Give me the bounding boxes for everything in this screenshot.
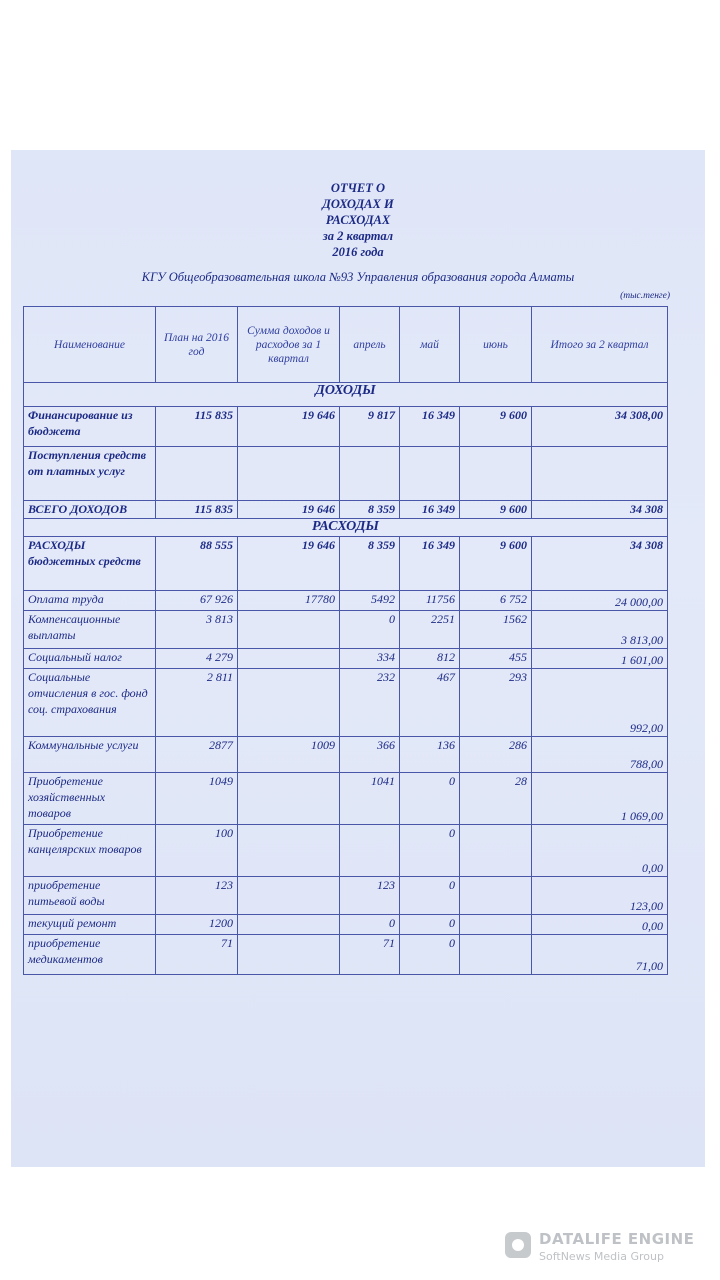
cell-may: 812 (400, 649, 460, 669)
cell-may: 0 (400, 935, 460, 975)
row-name: приобретение питьевой воды (24, 877, 156, 915)
table-row (24, 407, 668, 447)
cell-june: 9 600 (460, 407, 532, 447)
row-name: Приобретение канцелярских товаров (24, 825, 156, 877)
title-line: ОТЧЕТ О (330, 181, 386, 195)
row-name: РАСХОДЫ бюджетных средств (24, 537, 156, 591)
cell-q1 (238, 669, 340, 737)
cell-april: 8 359 (340, 537, 400, 591)
cell-plan: 123 (156, 877, 238, 915)
watermark-title: DATALIFE ENGINE (539, 1230, 695, 1248)
cell-june: 9 600 (460, 501, 532, 519)
cell-may: 16 349 (400, 501, 460, 519)
cell-may: 0 (400, 773, 460, 825)
header-june: июнь (460, 307, 532, 383)
cell-april (340, 447, 400, 501)
cell-plan: 100 (156, 825, 238, 877)
cell-may: 0 (400, 915, 460, 935)
cell-q1 (238, 773, 340, 825)
cell-june: 28 (460, 773, 532, 825)
section-row (24, 519, 668, 537)
units-label: (тыс.тенге) (620, 291, 670, 301)
cell-plan: 115 835 (156, 407, 238, 447)
report-title (11, 180, 705, 260)
row-name: текущий ремонт (24, 915, 156, 935)
table-row (24, 737, 668, 773)
header-april: апрель (340, 307, 400, 383)
table-row (24, 649, 668, 669)
cell-may: 11756 (400, 591, 460, 611)
row-name: Оплата труда (24, 591, 156, 611)
cell-may (400, 447, 460, 501)
section-row (24, 383, 668, 407)
cell-plan: 2877 (156, 737, 238, 773)
dle-logo-icon (505, 1232, 531, 1258)
watermark (505, 1228, 705, 1268)
table-row (24, 537, 668, 591)
cell-may: 0 (400, 877, 460, 915)
cell-may: 16 349 (400, 537, 460, 591)
table-row (24, 447, 668, 501)
header-row (24, 307, 668, 383)
cell-april: 0 (340, 611, 400, 649)
row-name: Коммунальные услуги (24, 737, 156, 773)
cell-q1: 19 646 (238, 501, 340, 519)
header-name: Наименование (24, 307, 156, 383)
table-row (24, 591, 668, 611)
title-line: за 2 квартал (322, 229, 394, 243)
cell-june (460, 877, 532, 915)
cell-plan: 67 926 (156, 591, 238, 611)
cell-q1: 19 646 (238, 537, 340, 591)
cell-q1 (238, 825, 340, 877)
cell-q1 (238, 915, 340, 935)
cell-total: 788,00 (532, 737, 668, 773)
scanned-document (11, 150, 705, 1167)
cell-total: 24 000,00 (532, 591, 668, 611)
cell-total (532, 447, 668, 501)
cell-april: 5492 (340, 591, 400, 611)
cell-total: 0,00 (532, 915, 668, 935)
cell-q1 (238, 611, 340, 649)
cell-total: 992,00 (532, 669, 668, 737)
cell-april: 123 (340, 877, 400, 915)
row-name: Социальные отчисления в гос. фонд соц. страхования (24, 669, 156, 737)
cell-q1 (238, 877, 340, 915)
watermark-subtitle: SoftNews Media Group (539, 1250, 664, 1263)
row-name: ВСЕГО ДОХОДОВ (24, 501, 156, 519)
cell-april: 366 (340, 737, 400, 773)
row-name: Финансирование из бюджета (24, 407, 156, 447)
cell-total: 3 813,00 (532, 611, 668, 649)
cell-q1 (238, 649, 340, 669)
table-row (24, 877, 668, 915)
cell-total: 34 308,00 (532, 407, 668, 447)
cell-may: 0 (400, 825, 460, 877)
cell-april: 334 (340, 649, 400, 669)
cell-q1: 19 646 (238, 407, 340, 447)
cell-june: 6 752 (460, 591, 532, 611)
cell-plan: 71 (156, 935, 238, 975)
cell-april: 0 (340, 915, 400, 935)
cell-may: 2251 (400, 611, 460, 649)
cell-plan: 1049 (156, 773, 238, 825)
title-line: ДОХОДАХ И (322, 197, 394, 211)
cell-june: 293 (460, 669, 532, 737)
cell-plan (156, 447, 238, 501)
cell-plan: 115 835 (156, 501, 238, 519)
cell-april: 232 (340, 669, 400, 737)
cell-total: 1 601,00 (532, 649, 668, 669)
cell-plan: 88 555 (156, 537, 238, 591)
header-q2-total: Итого за 2 квартал (532, 307, 668, 383)
cell-total: 0,00 (532, 825, 668, 877)
cell-june: 455 (460, 649, 532, 669)
cell-may: 16 349 (400, 407, 460, 447)
table-row (24, 501, 668, 519)
cell-june: 286 (460, 737, 532, 773)
header-plan: План на 2016 год (156, 307, 238, 383)
table-row (24, 935, 668, 975)
table-row (24, 669, 668, 737)
cell-q1 (238, 935, 340, 975)
cell-june (460, 915, 532, 935)
cell-total: 1 069,00 (532, 773, 668, 825)
cell-april: 71 (340, 935, 400, 975)
cell-may: 467 (400, 669, 460, 737)
cell-june (460, 825, 532, 877)
cell-april: 1041 (340, 773, 400, 825)
table-row (24, 773, 668, 825)
cell-june: 1562 (460, 611, 532, 649)
cell-q1: 1009 (238, 737, 340, 773)
cell-june: 9 600 (460, 537, 532, 591)
section-expenses: РАСХОДЫ (24, 519, 668, 537)
cell-plan: 1200 (156, 915, 238, 935)
cell-plan: 4 279 (156, 649, 238, 669)
cell-total: 71,00 (532, 935, 668, 975)
cell-total: 34 308 (532, 501, 668, 519)
row-name: приобретение медикаментов (24, 935, 156, 975)
cell-april: 9 817 (340, 407, 400, 447)
row-name: Компенсационные выплаты (24, 611, 156, 649)
table-row (24, 825, 668, 877)
title-line: 2016 года (332, 245, 384, 259)
section-income: ДОХОДЫ (24, 383, 668, 407)
row-name: Приобретение хозяйственных товаров (24, 773, 156, 825)
organization-name: КГУ Общеобразовательная школа №93 Управления образования города Алматы (141, 270, 575, 284)
header-q1: Сумма доходов и расходов за 1 квартал (238, 307, 340, 383)
cell-total: 34 308 (532, 537, 668, 591)
cell-q1: 17780 (238, 591, 340, 611)
cell-q1 (238, 447, 340, 501)
cell-june (460, 447, 532, 501)
cell-may: 136 (400, 737, 460, 773)
row-name: Социальный налог (24, 649, 156, 669)
cell-plan: 3 813 (156, 611, 238, 649)
cell-april: 8 359 (340, 501, 400, 519)
cell-april (340, 825, 400, 877)
header-may: май (400, 307, 460, 383)
table-row (24, 915, 668, 935)
cell-total: 123,00 (532, 877, 668, 915)
cell-june (460, 935, 532, 975)
table-row (24, 611, 668, 649)
report-table (23, 306, 668, 975)
cell-plan: 2 811 (156, 669, 238, 737)
row-name: Поступления средств от платных услуг (24, 447, 156, 501)
title-line: РАСХОДАХ (325, 213, 391, 227)
